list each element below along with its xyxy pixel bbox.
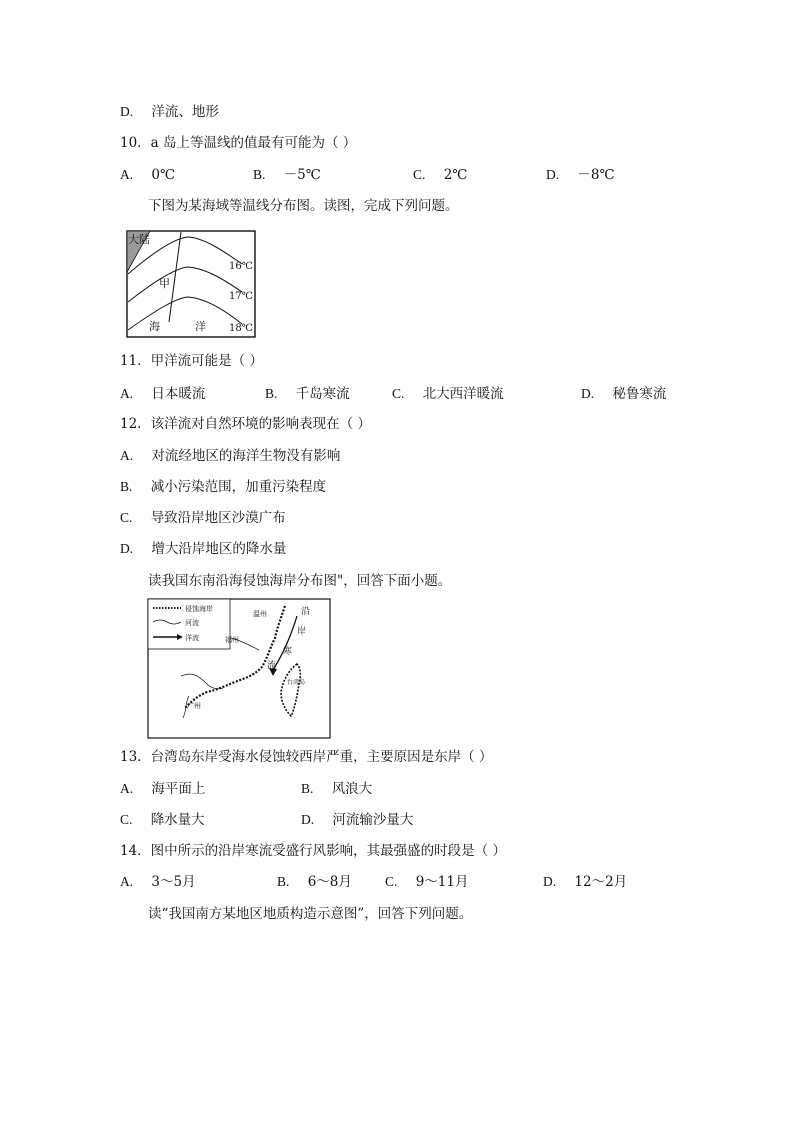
- q9-option-d: [120, 103, 219, 121]
- option-text: 海平面上: [151, 781, 206, 797]
- current-char: 沿: [301, 607, 311, 617]
- option-text: 日本暖流: [151, 386, 206, 402]
- q13-option-a: [120, 780, 205, 798]
- q10-option-c: [413, 166, 467, 184]
- option-text: 北大西洋暖流: [422, 386, 504, 402]
- option-text: 秘鲁寒流: [612, 386, 667, 402]
- q11-option-b: [265, 385, 350, 403]
- option-label: D.: [581, 386, 595, 401]
- option-label: B.: [265, 386, 278, 401]
- option-label: D.: [546, 167, 560, 182]
- q10-option-b: [253, 166, 321, 184]
- option-label: D.: [120, 104, 134, 119]
- sea-label: 海: [149, 320, 160, 333]
- q11-option-c: [392, 385, 504, 403]
- current-char: 流: [267, 661, 277, 671]
- option-text: 导致沿岸地区沙漠广布: [150, 510, 286, 526]
- q12-option-a: [120, 447, 340, 465]
- option-label: D.: [301, 812, 315, 827]
- option-text: 12～2月: [574, 874, 628, 890]
- option-text: 6～8月: [307, 874, 352, 890]
- intro-isotherm: 下图为某海域等温线分布图。读图，完成下列问题。: [148, 198, 459, 214]
- option-text: －5℃: [283, 167, 321, 183]
- q12-stem: 12．该洋流对自然环境的影响表现在（ ）: [120, 416, 371, 432]
- option-label: C.: [413, 167, 426, 182]
- q14-option-d: [543, 873, 627, 891]
- option-label: B.: [277, 874, 290, 889]
- current-label: 甲: [159, 277, 170, 290]
- q10-option-d: [546, 166, 615, 184]
- option-label: C.: [120, 510, 133, 525]
- option-text: 降水量大: [150, 812, 205, 828]
- q14-option-c: [385, 873, 468, 891]
- option-label: D.: [543, 874, 557, 889]
- option-label: A.: [120, 874, 134, 889]
- q12-option-c: [120, 509, 286, 527]
- q14-option-b: [277, 873, 352, 891]
- intro-coast: 读我国东南沿海侵蚀海岸分布图"，回答下面小题。: [148, 573, 452, 589]
- option-label: B.: [301, 781, 314, 796]
- option-text: 9～11月: [415, 874, 469, 890]
- option-text: 0℃: [151, 167, 176, 183]
- land-label: 大陆: [128, 233, 150, 246]
- isotherm-label: 18℃: [229, 323, 253, 334]
- option-text: 千岛寒流: [295, 386, 350, 402]
- option-text: 风浪大: [331, 781, 373, 797]
- option-label: A.: [120, 448, 134, 463]
- option-text: 增大沿岸地区的降水量: [151, 541, 287, 557]
- option-label: D.: [120, 541, 134, 556]
- q11-stem: 11．甲洋流可能是（ ）: [120, 353, 263, 369]
- isotherm-map-figure: [126, 230, 256, 338]
- option-text: 对流经地区的海洋生物没有影响: [151, 448, 341, 464]
- isotherm-label: 17℃: [229, 291, 253, 302]
- option-text: 3～5月: [151, 874, 196, 890]
- option-label: C.: [120, 812, 133, 827]
- option-text: 洋流、地形: [151, 104, 219, 120]
- option-text: 河流输沙量大: [332, 812, 414, 828]
- isotherm-label: 16℃: [229, 261, 253, 272]
- q10-stem: 10．a 岛上等温线的值最有可能为（ ）: [120, 135, 357, 151]
- option-label: A.: [120, 167, 134, 182]
- q13-option-b: [301, 780, 372, 798]
- intro-geology: 读“我国南方某地区地质构造示意图”，回答下列问题。: [148, 906, 473, 922]
- current-char: 寒: [283, 647, 293, 657]
- option-label: A.: [120, 386, 134, 401]
- option-label: C.: [385, 874, 398, 889]
- legend-item: 侵蚀海岸: [185, 605, 213, 613]
- option-label: C.: [392, 386, 405, 401]
- option-text: 2℃: [443, 167, 468, 183]
- legend-item: 河流: [185, 619, 199, 627]
- q12-option-b: [120, 478, 326, 496]
- option-text: 减小污染范围，加重污染程度: [150, 479, 327, 495]
- place-label: 温州: [253, 610, 267, 618]
- q12-option-d: [120, 540, 286, 558]
- place-label: 广州: [187, 702, 201, 710]
- q11-option-a: [120, 385, 205, 403]
- q14-option-a: [120, 873, 196, 891]
- option-label: B.: [120, 479, 133, 494]
- option-label: B.: [253, 167, 266, 182]
- place-label: 福州: [225, 636, 239, 644]
- option-label: A.: [120, 781, 134, 796]
- q13-option-d: [301, 811, 413, 829]
- coast-erosion-map-figure: [147, 598, 331, 739]
- legend-item: 洋流: [185, 634, 199, 642]
- q11-option-d: [581, 385, 666, 403]
- current-char: 岸: [297, 627, 307, 637]
- q14-stem: 14．图中所示的沿岸寒流受盛行风影响，其最强盛的时段是（ ）: [120, 843, 506, 859]
- option-text: －8℃: [577, 167, 615, 183]
- ocean-label: 洋: [195, 320, 206, 333]
- q13-stem: 13．台湾岛东岸受海水侵蚀较西岸严重，主要原因是东岸（ ）: [120, 749, 493, 765]
- q13-option-c: [120, 811, 205, 829]
- place-label: 台湾岛: [287, 679, 306, 686]
- q10-option-a: [120, 166, 175, 184]
